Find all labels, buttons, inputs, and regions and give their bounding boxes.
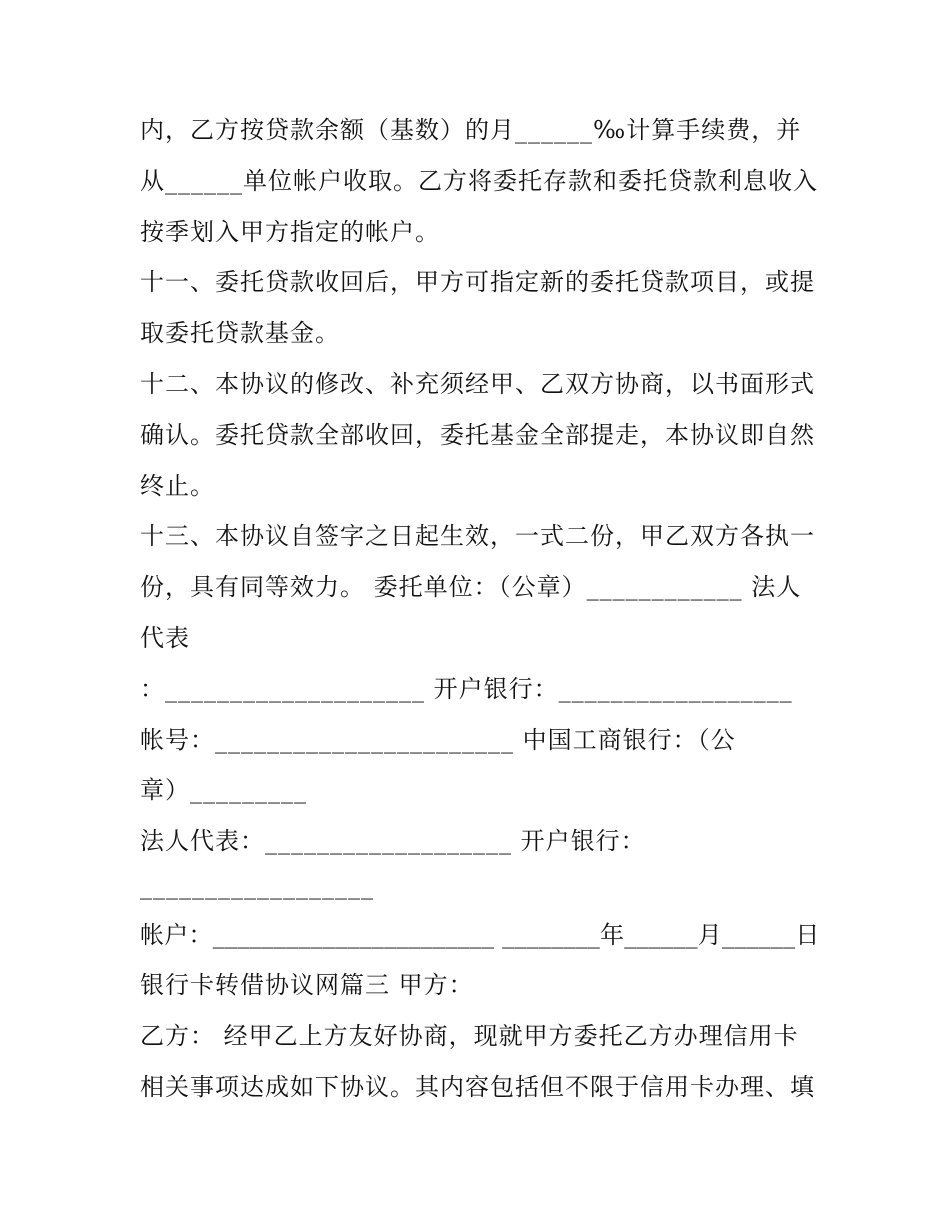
- text-line: 终止。: [140, 472, 215, 500]
- text-line: 取委托贷款基金。: [140, 319, 340, 347]
- text-line: 内，乙方按贷款余额（基数）的月______‰计算手续费，并: [140, 116, 802, 144]
- text-line: 法人代表：___________________ 开户银行：: [140, 827, 646, 855]
- text-line: 相关事项达成如下协议。其内容包括但不限于信用卡办理、填: [140, 1073, 815, 1101]
- text-line: 份，具有同等效力。 委托单位：（公章）____________ 法人: [140, 573, 802, 601]
- text-line: 帐号：_______________________ 中国工商银行：（公: [140, 726, 736, 754]
- text-line: 代表: [140, 624, 190, 652]
- text-line: 按季划入甲方指定的帐户。: [140, 218, 440, 246]
- text-line: 从______单位帐户收取。乙方将委托存款和委托贷款利息收入: [140, 167, 818, 195]
- text-line: ：____________________ 开户银行：__________________: [140, 675, 793, 703]
- text-line: 银行卡转借协议网篇三 甲方：: [140, 971, 474, 999]
- text-line: 乙方： 经甲乙上方友好协商，现就甲方委托乙方办理信用卡: [140, 1022, 799, 1050]
- text-line: 十三、本协议自签字之日起生效，一式二份，甲乙双方各执一: [140, 522, 815, 550]
- text-line: __________________: [140, 872, 374, 900]
- text-line: 章）_________: [140, 776, 307, 804]
- text-line: 确认。委托贷款全部收回，委托基金全部提走，本协议即自然: [140, 421, 815, 449]
- text-line: 十二、本协议的修改、补充须经甲、乙双方协商，以书面形式: [140, 370, 815, 398]
- text-line: 帐户：_______________________ ________年______月______日: [140, 921, 820, 949]
- text-line: 十一、委托贷款收回后，甲方可指定新的委托贷款项目，或提: [140, 268, 815, 296]
